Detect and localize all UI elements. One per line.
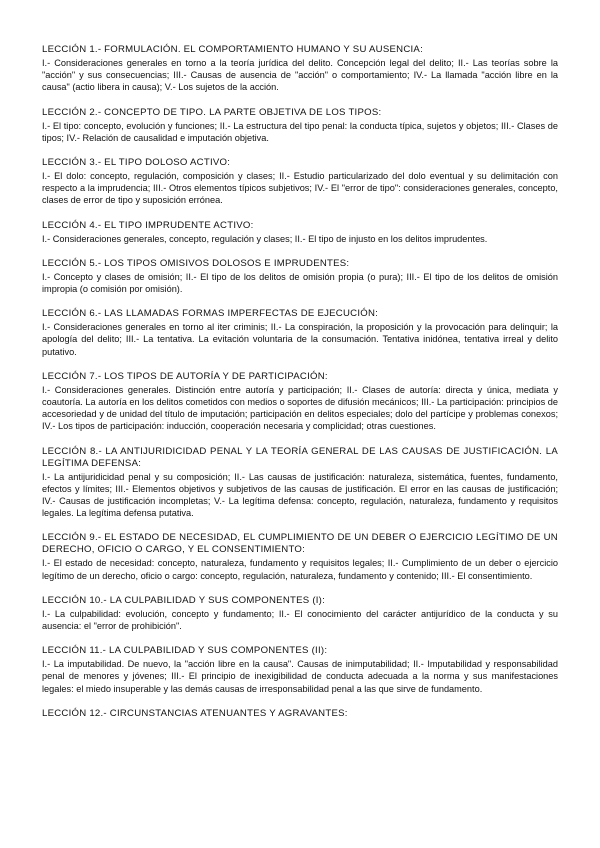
lesson-title: LECCIÓN 9.- EL ESTADO DE NECESIDAD, EL CUMPLIMIENTO DE UN DEBER O EJERCICIO LEGÍTIMO DE UN DERECHO, OFICIO O CARGO, Y EL CONSENTIMIENTO: [42, 532, 558, 556]
lesson-body: I.- El tipo: concepto, evolución y funciones; II.- La estructura del tipo penal: la conducta típica, sujetos y objetos; III.- Clases de tipos; IV.- Relación de causalidad e imputación objetiva. [42, 120, 558, 143]
lesson-12 [42, 708, 558, 720]
lesson-9 [42, 532, 558, 581]
lesson-body: I.- La antijuridicidad penal y su composición; II.- Las causas de justificación: naturaleza, sistemática, fuentes, fundamento, efectos y límites; III.- Elementos objetivos y subjetivos de las causas de justificación. El error en las causas de justificación; IV.- Causas de justificación incompletas; V.- La legítima defensa: concepto, regulación, naturaleza, fundamento y requisitos legales. La legítima defensa putativa. [42, 471, 558, 519]
syllabus-page [42, 44, 558, 733]
lesson-body: I.- La imputabilidad. De nuevo, la "acción libre en la causa". Causas de inimputabilidad; II.- Imputabilidad y responsabilidad penal de menores y jóvenes; III.- El principio de inexigibilidad de conducta adecuada a la norma y sus manifestaciones legales: el miedo insuperable y las demás causas de irresponsabilidad penal a las que sirve de fundamento. [42, 659, 558, 694]
lesson-title: LECCIÓN 10.- LA CULPABILIDAD Y SUS COMPONENTES (I): [42, 594, 326, 606]
lesson-7 [42, 371, 558, 433]
lesson-title: LECCIÓN 1.- FORMULACIÓN. EL COMPORTAMIENTO HUMANO Y SU AUSENCIA: [42, 44, 423, 55]
lesson-body: I.- La culpabilidad: evolución, concepto y fundamento; II.- El conocimiento del carácter antijurídico de la conducta y su ausencia: el "error de prohibición". [42, 608, 558, 632]
lesson-body: I.- Consideraciones generales, concepto, regulación y clases; II.- El tipo de injusto en los delitos imprudentes. [42, 233, 488, 244]
lesson-1 [42, 44, 558, 94]
lesson-6 [42, 308, 558, 358]
lesson-10 [42, 595, 558, 632]
lesson-title: LECCIÓN 7.- LOS TIPOS DE AUTORÍA Y DE PARTICIPACIÓN: [42, 370, 328, 382]
lesson-body: I.- Consideraciones generales en torno al iter criminis; II.- La conspiración, la proposición y la provocación para delinquir; la apología del delito; III.- La tentativa. La evitación voluntaria de la consumación. Tentativa inidónea, tentativa irreal y delito putativo. [42, 322, 558, 357]
lesson-title: LECCIÓN 5.- LOS TIPOS OMISIVOS DOLOSOS E IMPRUDENTES: [42, 257, 350, 269]
lesson-2 [42, 107, 558, 144]
lesson-body: I.- Consideraciones generales. Distinción entre autoría y participación; II.- Clases de autoría: directa y única, mediata y coautoría. La autoría en los delitos cometidos con medios o soportes de difusión mecánicos; III.- La participación: principios de accesoriedad y de unidad del título de imputación; participación en delitos especiales; dolo del partícipe y problemas conexos; IV.- Los tipos de participación: inducción, cooperación necesaria y complicidad; otras cuestiones. [42, 384, 558, 432]
lesson-title: LECCIÓN 4.- EL TIPO IMPRUDENTE ACTIVO: [42, 219, 254, 231]
lesson-title: LECCIÓN 3.- EL TIPO DOLOSO ACTIVO: [42, 157, 231, 169]
lesson-5 [42, 258, 558, 295]
lesson-body: I.- El dolo: concepto, regulación, composición y clases; II.- Estudio particularizado del dolo eventual y su delimitación con respecto a la imprudencia; III.- Otros elementos típicos subjetivos; IV.- El "error de tipo": consideraciones generales, concepto, clases de error de tipo y suposición errónea. [42, 171, 558, 206]
lesson-title: LECCIÓN 6.- LAS LLAMADAS FORMAS IMPERFECTAS DE EJECUCIÓN: [42, 308, 379, 320]
lesson-title: LECCIÓN 12.- CIRCUNSTANCIAS ATENUANTES Y AGRAVANTES: [42, 707, 348, 719]
lesson-body: I.- El estado de necesidad: concepto, naturaleza, fundamento y requisitos legales; II.- Cumplimiento de un deber o ejercicio legítimo de un derecho, oficio o cargo: concepto, regulación, naturaleza, fundamento y contenido; III.- El consentimiento. [42, 558, 558, 581]
lesson-title: LECCIÓN 8.- LA ANTIJURIDICIDAD PENAL Y LA TEORÍA GENERAL DE LAS CAUSAS DE JUSTIFICACIÓN. LA LEGÍTIMA DEFENSA: [42, 445, 558, 469]
lesson-title: LECCIÓN 2.- CONCEPTO DE TIPO. LA PARTE OBJETIVA DE LOS TIPOS: [42, 106, 382, 118]
lesson-4 [42, 220, 558, 245]
lesson-body: I.- Concepto y clases de omisión; II.- El tipo de los delitos de omisión propia (o pura); III.- El tipo de los delitos de omisión impropia (o comisión por omisión). [42, 271, 558, 295]
lesson-3 [42, 157, 558, 207]
lesson-8 [42, 446, 558, 520]
lesson-title: LECCIÓN 11.- LA CULPABILIDAD Y SUS COMPONENTES (II): [42, 645, 328, 657]
lesson-11 [42, 645, 558, 695]
lesson-body: I.- Consideraciones generales en torno a la teoría jurídica del delito. Concepción legal del delito; II.- Las teorías sobre la "acción" y sus consecuencias; III.- Causas de ausencia de "acción" o comportamiento; IV.- La llamada "acción libre en la causa" (actio libera in causa); V.- Los sujetos de la acción. [42, 58, 558, 93]
